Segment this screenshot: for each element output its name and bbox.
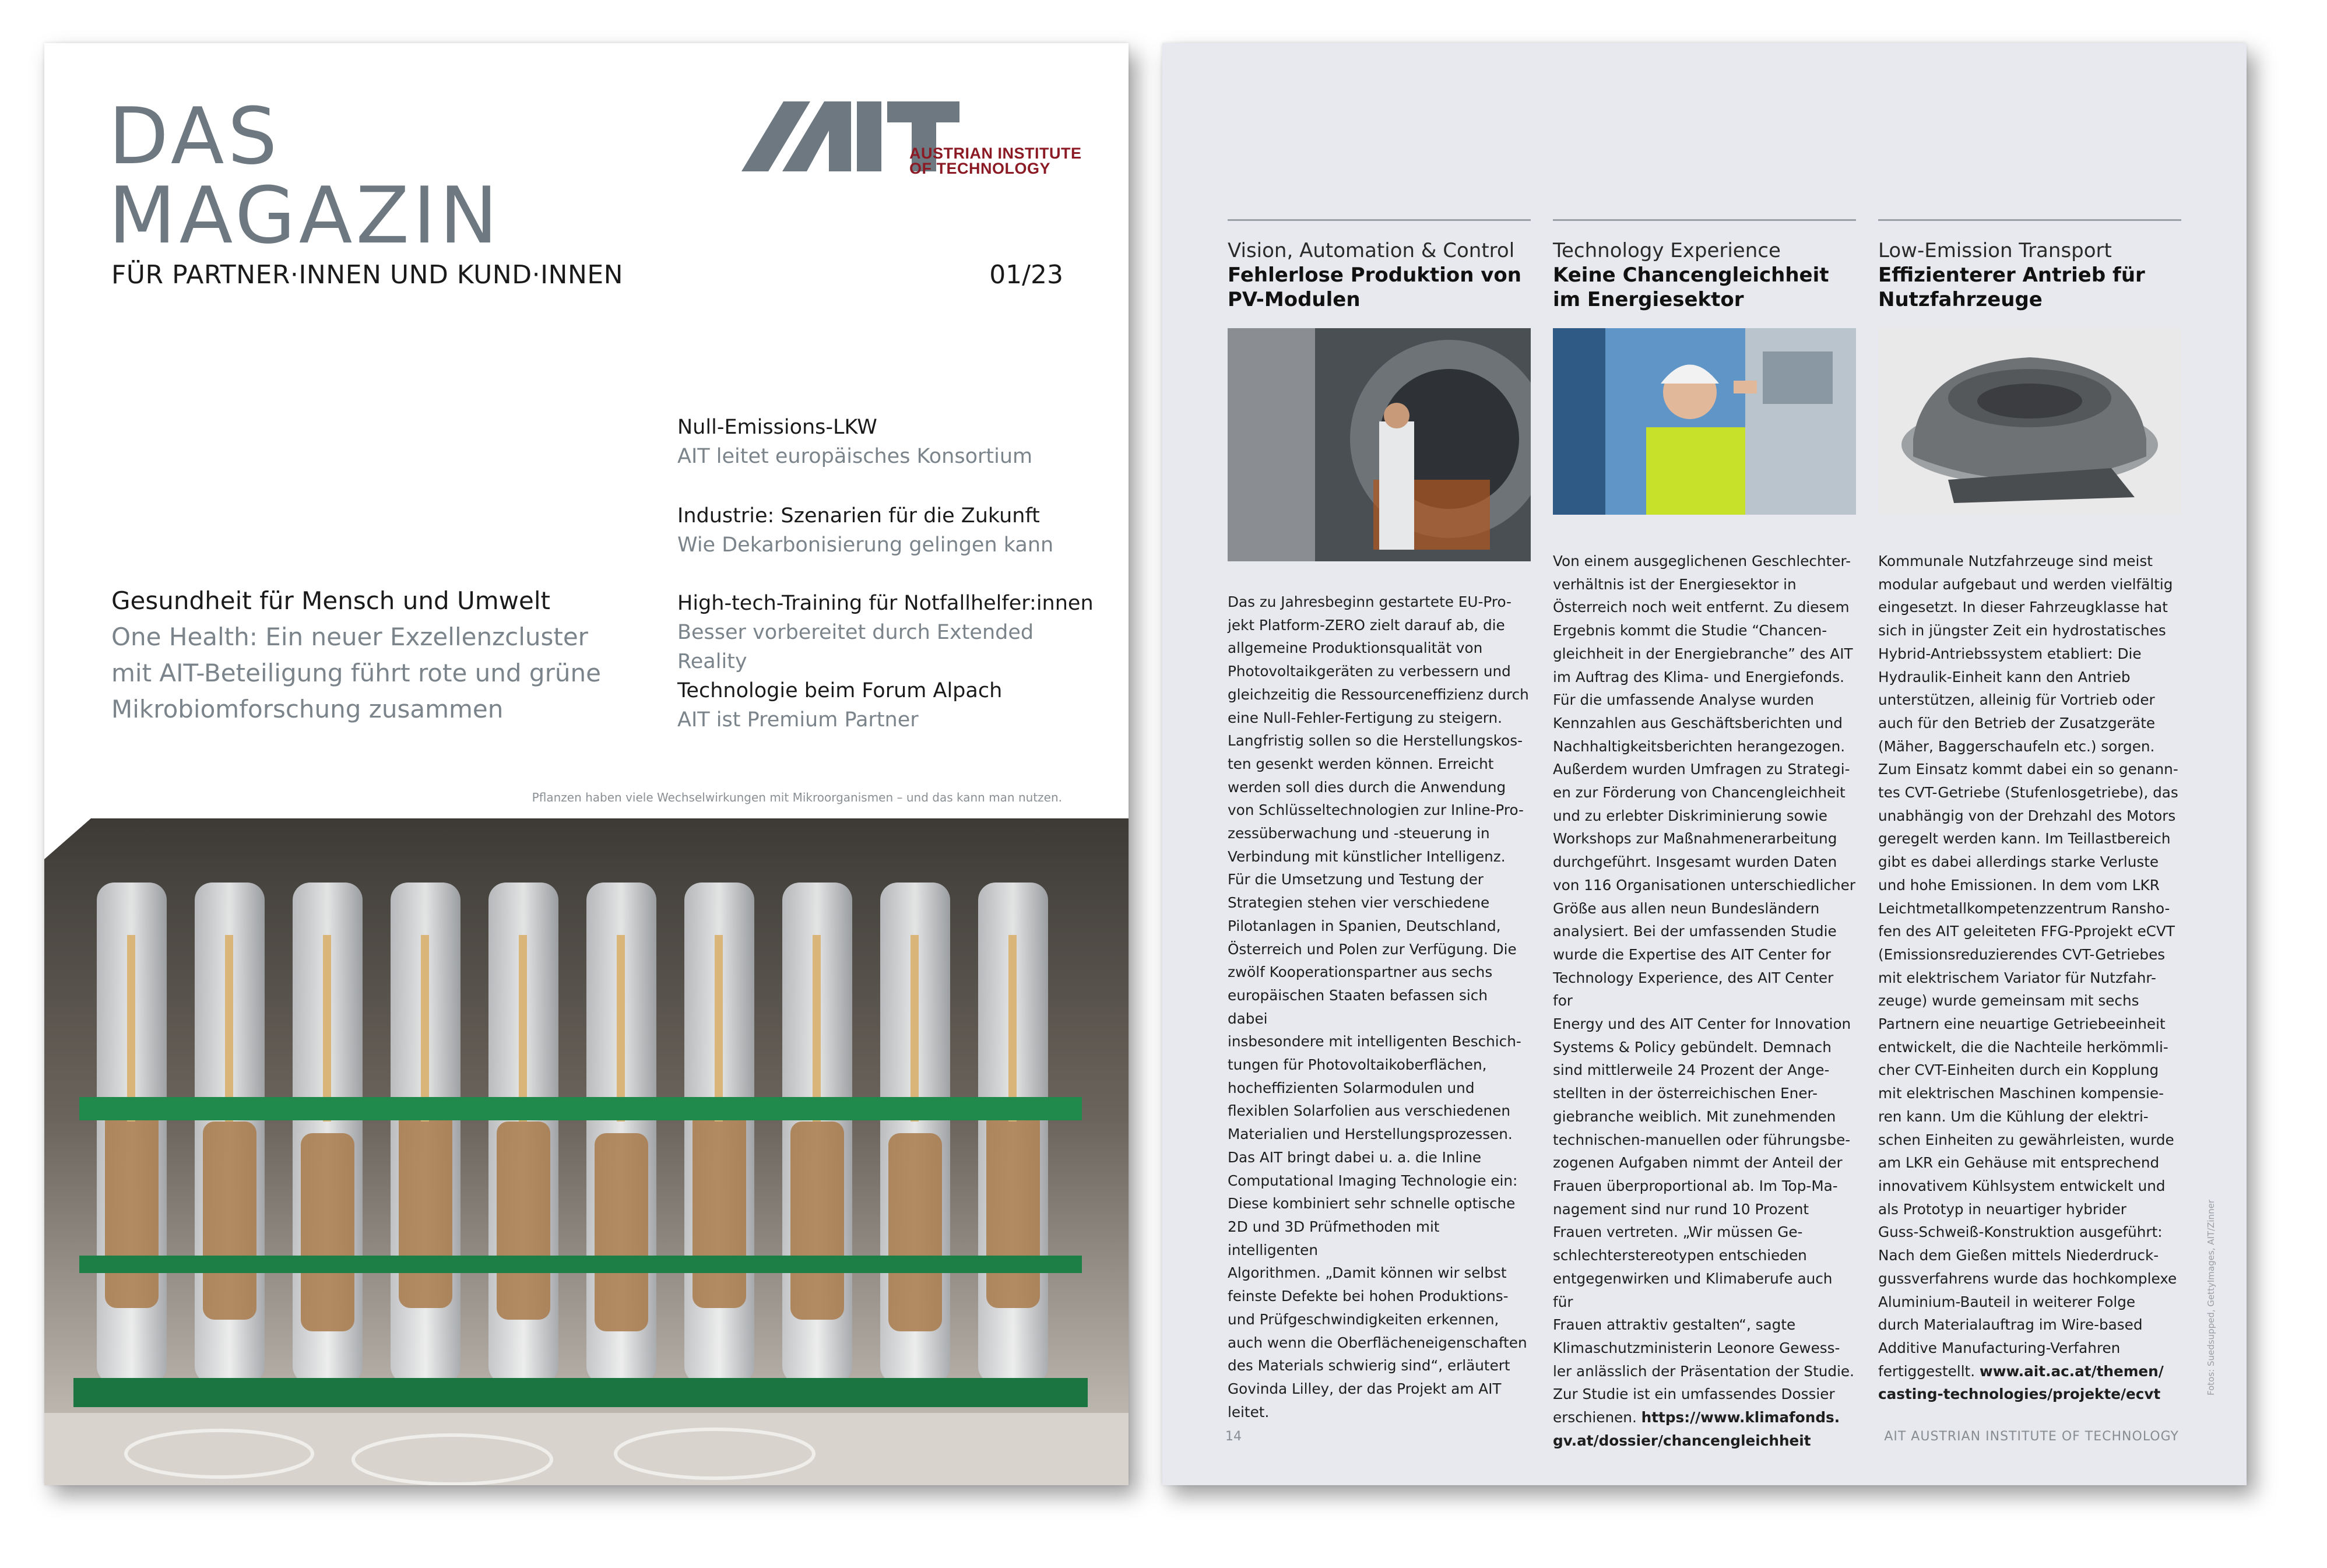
test-tube-rack-photo — [44, 818, 1129, 1485]
teaser-sub: Besser vorbereitet durch Extended Reality — [677, 621, 1034, 673]
column-rule — [1553, 219, 1856, 221]
plant-roots — [399, 1110, 452, 1308]
article-link[interactable]: www.ait.ac.at/themen/ casting-technologies/projekte/ecvt — [1878, 1362, 2164, 1403]
plant-stem — [421, 935, 429, 1121]
magazine-subtitle: FÜR PARTNER·INNEN UND KUND·INNEN — [111, 260, 624, 290]
teaser-4 — [677, 676, 1097, 734]
title-line-magazin: MAGAZIN — [108, 170, 501, 261]
plant-roots — [790, 1121, 844, 1320]
article-body-text: Das zu Jahresbeginn gestartete EU-Pro- jekt Platform-ZERO zielt darauf ab, die allgemeine Produktionsqualität von Photovoltaikgeräten zu verbessern und gleichzeitig die Ressourceneffizienz durch eine Null-Fehler-Fertigung zu steigern. Langfristig sollen so die Herstellungskos- ten gesenkt werden können. Erreicht werden soll dies durch die Anwendung von Schlüsseltechnologien zur Inline-Pro- zessüberwachung und -steuerung in Verbindung mit künstlicher Intelligenz. Für die Umsetzung und Testung der Strategien stehen vier verschiedene Pilotanlagen in Spanien, Deutschland, Österreich und Polen zur Verfügung. Die zwölf Kooperationspartner aus sechs europäischen Staaten befassen sich dabei insbesondere mit intelligenten Beschich- tungen für Photovoltaikoberflächen, hocheffizienten Solarmodulen und flexiblen Solarfolien aus verschiedenen Materialien und Herstellungsprozessen. Das AIT bringt dabei u. a. die Inline Computational Imaging Technologie ein: Diese kombiniert sehr schnelle optische 2D und 3D Prüfmethoden mit intelligenten Algorithmen. „Damit können wir selbst feinste Defekte bei hohen Produktions- und Prüfgeschwindigkeiten erkennen, auch wenn die Oberflächeneigenschaften des Materials schwierig sind“, erläutert Govinda Lilley, der das Projekt am AIT leitet. — [1228, 593, 1529, 1421]
plant-stem — [127, 935, 135, 1121]
plant-stem — [225, 935, 233, 1121]
plant-stem — [813, 935, 821, 1121]
plant-roots — [595, 1133, 648, 1331]
photo-caption: Pflanzen haben viele Wechselwirkungen mit Mikroorganismen – und das kann man nutzen. — [532, 790, 1062, 804]
article-body — [1878, 550, 2181, 1406]
plant-roots — [301, 1133, 354, 1331]
plant-roots — [693, 1110, 746, 1308]
teaser-1 — [677, 413, 1097, 471]
article-kicker: Vision, Automation & Control — [1228, 239, 1515, 262]
plant-stem — [617, 935, 625, 1121]
article-page — [1162, 43, 2247, 1485]
magazine-title — [108, 91, 501, 261]
pv-lab-photo — [1228, 328, 1531, 561]
main-story-headline: Gesundheit für Mensch und Umwelt — [111, 586, 551, 615]
teaser-headline: High-tech-Training für Notfallhelfer:innen — [677, 592, 1094, 615]
gearbox-housing-photo — [1878, 328, 2181, 515]
article-body-text: Von einem ausgeglichenen Geschlechter- verhältnis ist der Energiesektor in Österreich noch weit entfernt. Zu diesem Ergebnis kommt die Studie “Chancen- gleichheit in der Energiebranche” des AIT im Auftrag des Klima- und Energiefonds. Für die umfassende Analyse wurden Kennzahlen aus Geschäftsberichten und Nachhaltigkeitsberichten herangezogen. Außerdem wurden Umfragen zu Strategi- en zur Förderung von Chancengleichheit und zu erlebter Diskriminierung sowie Workshops zur Maßnahmenerarbeitung durchgeführt. Insgesamt wurden Daten von 116 Organisationen unterschiedlicher Größe aus allen neun Bundesländern analysiert. Bei der umfassenden Studie wurde die Expertise des AIT Center for Technology Experience, des AIT Center for Energy und des AIT Center for Innovation Systems & Policy gebündelt. Demnach sind mittlerweile 24 Prozent der Ange- stellten in der österreichischen Ener- giebranche weiblich. Mit zunehmenden technischen-manuellen oder führungsbe- zogenen Aufgaben nimmt der Anteil der Frauen überproportional ab. Im Top-Ma- nagement sind nur rund 10 Prozent Frauen vertreten. „Wir müssen Ge- schlechterstereotypen entschieden entgegenwirken und Klimaberufe auch für Frauen attraktiv gestalten“, sagte Klimaschutzministerin Leonore Gewess- ler anlässlich der Präsentation der Studie. Zur Studie ist ein umfassendes Dossier erschienen. — [1553, 553, 1855, 1426]
teaser-2 — [677, 501, 1097, 560]
article-body-text: Kommunale Nutzfahrzeuge sind meist modular aufgebaut und werden vielfältig eingesetzt. In dieser Fahrzeugklasse hat sich in jüngster Zeit ein hydrostatisches Hybrid-Antriebssystem etabliert: Die Hydraulik-Einheit kann den Antrieb unterstützen, alleinig für Vortrieb oder auch für den Betrieb der Zusatzgeräte (Mäher, Baggerschaufeln etc.) sorgen. Zum Einsatz kommt dabei ein so genann- tes CVT-Getriebe (Stufenlosgetriebe), das unabhängig von der Drehzahl des Motors geregelt werden kann. Im Teillastbereich gibt es dabei allerdings starke Verluste und hohe Emissionen. In dem vom LKR Leichtmetallkompetenzzentrum Ransho- fen des AIT geleiteten FFG-Pprojekt eCVT (Emissionsreduzierendes CVT-Getriebes mit elektrischem Variator für Nutzfahr- zeuge) wurde gemeinsam mit sechs Partnern eine neuartige Getriebeeinheit entwickelt, die die Nachteile herkömmli- cher CVT-Einheiten durch ein Kopplung mit elektrischen Maschinen kompensie- ren kann. Um die Kühlung der elektri- schen Einheiten zu gewährleisten, wurde am LKR ein Gehäuse mit entsprechend innovativem Kühlsystem entwickelt und als Prototyp in neuartiger hybrider Guss-Schweiß-Konstruktion ausgeführt: Nach dem Gießen mittels Niederdruck- gussverfahrens wurde das hochkomplexe Aluminium-Bauteil in weiterer Folge durch Materialauftrag im Wire-based Additive Manufacturing-Verfahren fertiggestellt. — [1878, 553, 2178, 1380]
cover-main-story — [111, 583, 613, 727]
title-line-das: DAS — [108, 91, 281, 182]
teaser-headline: Industrie: Szenarien für die Zukunft — [677, 504, 1040, 528]
plant-roots — [888, 1133, 942, 1331]
article-column-3 — [1878, 219, 2181, 1406]
article-headline: Keine Chancengleichheit im Energiesektor — [1553, 263, 1829, 311]
article-column-2 — [1553, 219, 1856, 1452]
plant-roots — [497, 1121, 550, 1320]
article-column-1 — [1228, 219, 1531, 1423]
teaser-sub: AIT ist Premium Partner — [677, 708, 919, 732]
plant-stem — [1008, 935, 1017, 1121]
teaser-sub: AIT leitet europäisches Konsortium — [677, 445, 1033, 468]
teaser-headline: Technologie beim Forum Alpach — [677, 679, 1003, 702]
plant-roots — [203, 1121, 256, 1320]
article-kicker: Technology Experience — [1553, 239, 1781, 262]
energy-technician-photo — [1553, 328, 1856, 515]
plant-stem — [911, 935, 919, 1121]
teaser-3 — [677, 589, 1097, 676]
plant-stem — [519, 935, 527, 1121]
magazine-cover — [44, 43, 1129, 1485]
teaser-headline: Null-Emissions-LKW — [677, 416, 877, 439]
plant-stem — [323, 935, 331, 1121]
logo-wordmark — [909, 146, 1082, 176]
article-body — [1553, 550, 1856, 1452]
plant-roots — [986, 1110, 1040, 1308]
logo-line-2: OF TECHNOLOGY — [909, 160, 1050, 177]
article-body — [1228, 590, 1531, 1423]
article-headline: Effizienterer Antrieb für Nutzfahrzeuge — [1878, 263, 2145, 311]
article-kicker: Low-Emission Transport — [1878, 239, 2112, 262]
article-headline: Fehlerlose Produktion von PV-Modulen — [1228, 263, 1521, 311]
photo-credit: Fotos: Suedsupped, GettyImages, AIT/Zinner — [2206, 1200, 2216, 1395]
page-number: 14 — [1225, 1429, 1242, 1444]
article-link[interactable]: https://www.klimafonds. gv.at/dossier/chancengleichheit — [1553, 1409, 1840, 1449]
logo-line-1: AUSTRIAN INSTITUTE — [909, 145, 1082, 162]
column-rule — [1228, 219, 1531, 221]
column-rule — [1878, 219, 2181, 221]
issue-number: 01/23 — [989, 260, 1063, 290]
page-footer: AIT AUSTRIAN INSTITUTE OF TECHNOLOGY — [1884, 1429, 2179, 1444]
teaser-sub: Wie Dekarbonisierung gelingen kann — [677, 533, 1054, 557]
plant-roots — [105, 1110, 159, 1308]
main-story-sub: One Health: Ein neuer Exzellenzcluster mit AIT-Beteiligung führt rote und grüne Mikrobiomforschung zusammen — [111, 623, 601, 723]
plant-stem — [715, 935, 723, 1121]
